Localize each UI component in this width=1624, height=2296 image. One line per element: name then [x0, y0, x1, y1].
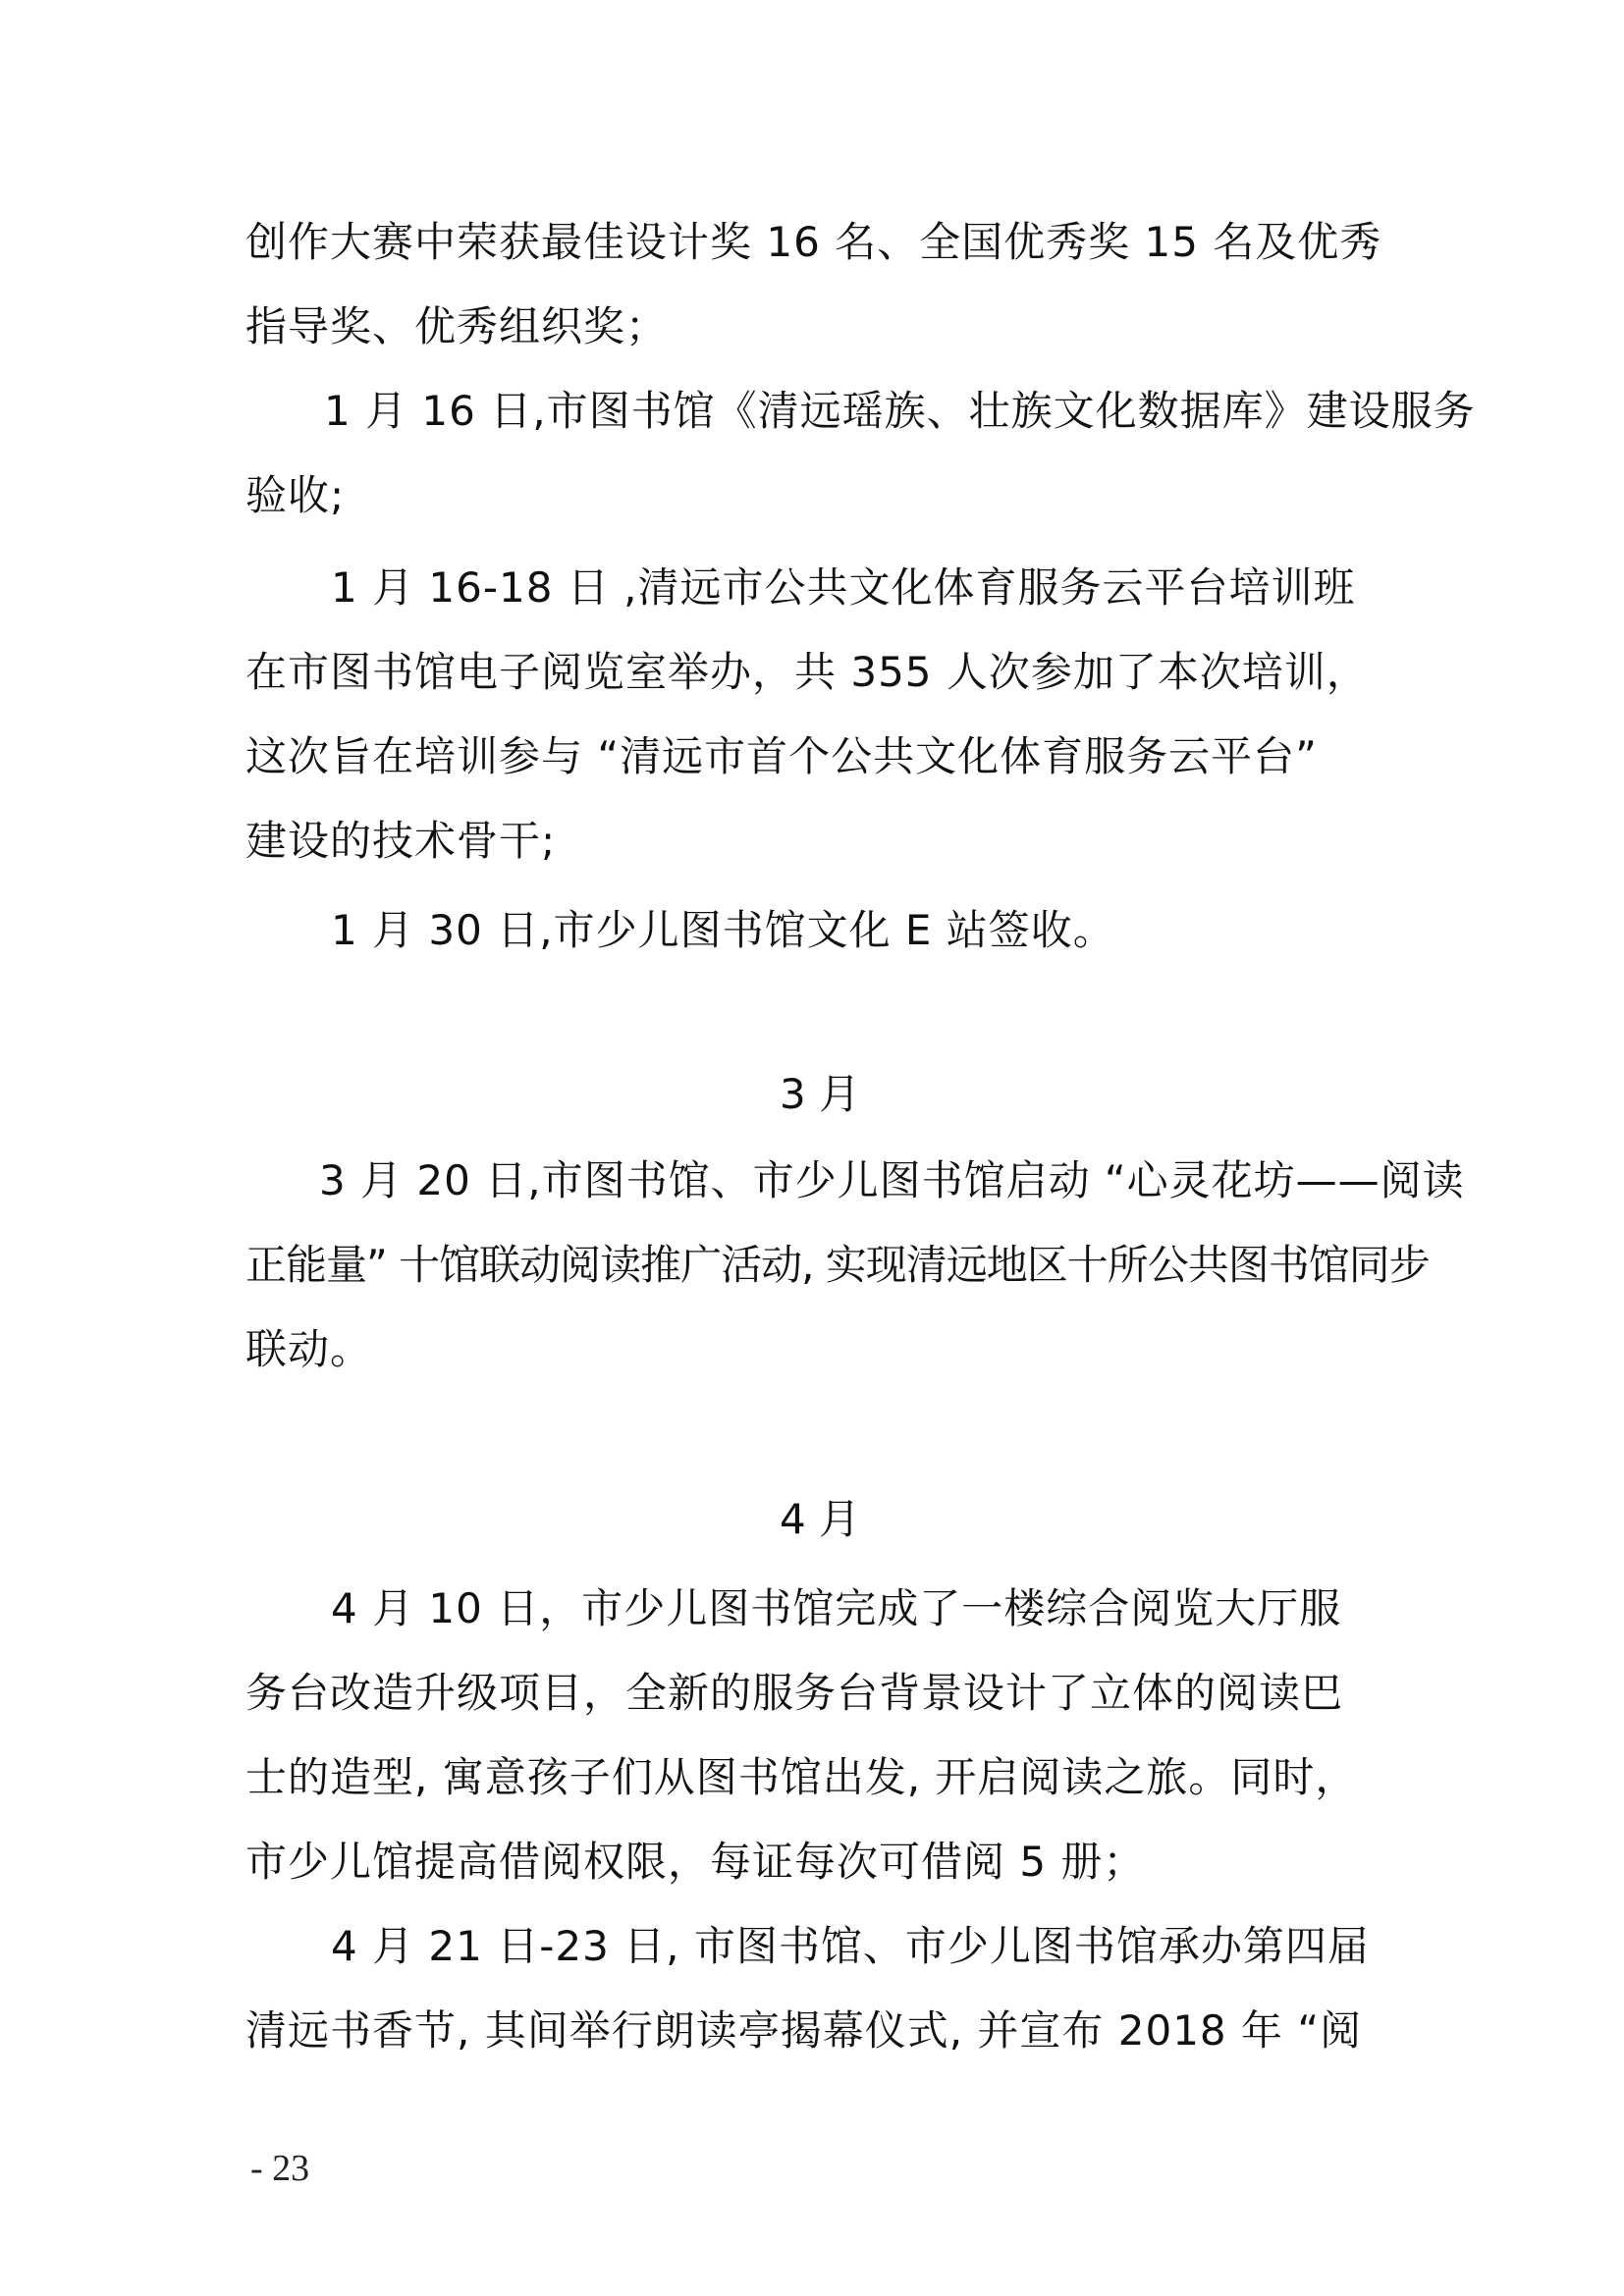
section-heading-march: 3 月 [779, 1070, 861, 1118]
paragraph-line: 验收; [245, 471, 346, 519]
section-heading-april: 4 月 [779, 1495, 861, 1543]
paragraph-line: 建设的技术骨干; [245, 817, 557, 865]
paragraph-line: 1 月 30 日,市少儿图书馆文化 E 站签收。 [331, 906, 1115, 954]
paragraph-line: 1 月 16 日,市图书馆《清远瑶族、壮族文化数据库》建设服务 [324, 387, 1476, 435]
paragraph-line: 1 月 16-18 日 ,清远市公共文化体育服务云平台培训班 [331, 563, 1356, 612]
paragraph-line: 正能量” 十馆联动阅读推广活动, 实现清远地区十所公共图书馆同步 [245, 1241, 1430, 1289]
page-number: - 23 [250, 2148, 310, 2189]
paragraph-line: 士的造型, 寓意孩子们从图书馆出发, 开启阅读之旅。同时， [245, 1753, 1358, 1801]
paragraph-line: 4 月 21 日-23 日, 市图书馆、市少儿图书馆承办第四届 [331, 1922, 1370, 1970]
paragraph-line: 创作大赛中荣获最佳设计奖 16 名、全国优秀奖 15 名及优秀 [245, 218, 1382, 266]
paragraph-line: 在市图书馆电子阅览室举办，共 355 人次参加了本次培训， [245, 648, 1369, 696]
paragraph-line: 市少儿馆提高借阅权限，每证每次可借阅 5 册； [245, 1838, 1146, 1886]
paragraph-line: 指导奖、优秀组织奖； [245, 302, 669, 350]
paragraph-line: 4 月 10 日，市少儿图书馆完成了一楼综合阅览大厅服 [331, 1584, 1342, 1632]
paragraph-line: 联动。 [245, 1325, 373, 1373]
paragraph-line: 这次旨在培训参与 “清远市首个公共文化体育服务云平台” [245, 732, 1318, 780]
paragraph-line: 清远书香节, 其间举行朗读亭揭幕仪式, 并宣布 2018 年 “阅 [245, 2006, 1363, 2055]
paragraph-line: 3 月 20 日,市图书馆、市少儿图书馆启动 “心灵花坊——阅读 [319, 1156, 1465, 1204]
paragraph-line: 务台改造升级项目，全新的服务台背景设计了立体的阅读巴 [245, 1669, 1344, 1717]
